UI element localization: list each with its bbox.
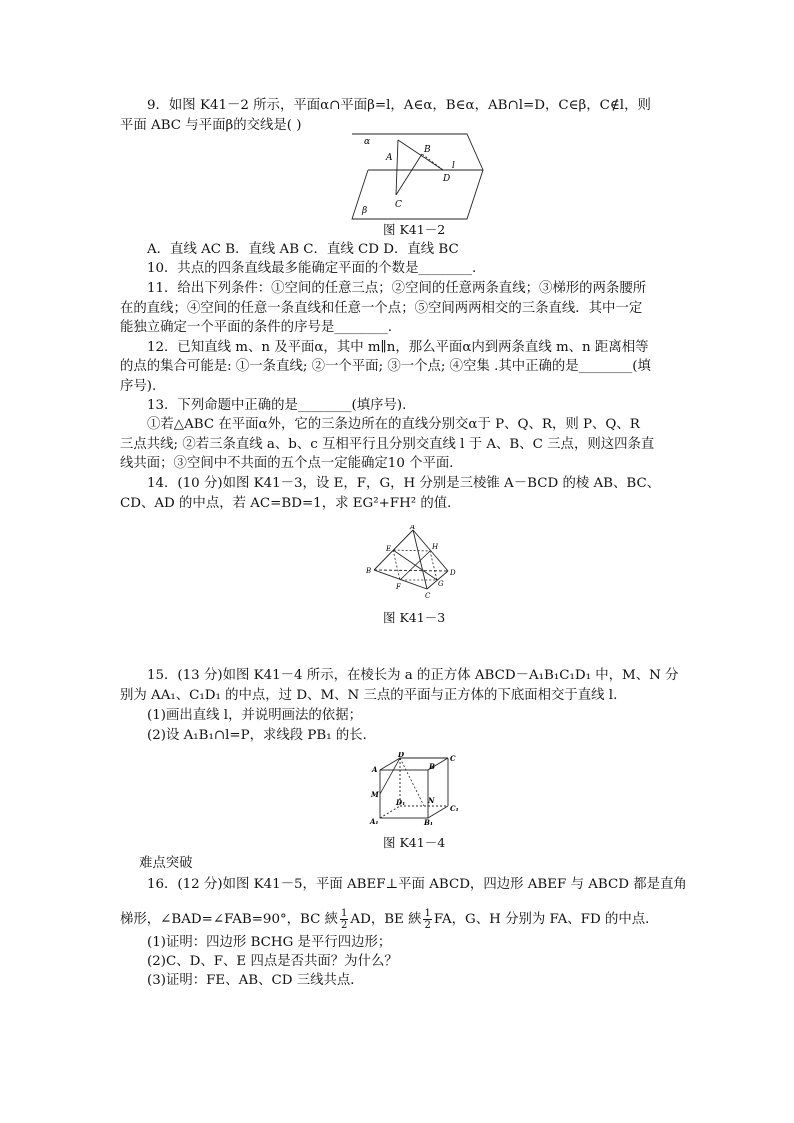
cube-front-face [380,770,428,818]
label-d: D [443,174,451,184]
label-n: N [428,796,435,805]
cube-edge-4 [380,806,400,818]
q15-line1: 15．(13 分)如图 K41－4 所示，在棱长为 a 的正方体 ABCD－A₁B₁C₁D₁ 中，M、N 分 [147,668,679,683]
q15-figure-caption: 图 K41－4 [383,835,446,850]
q16-line2-part2: AD，BE 綊 [350,911,422,927]
edge-bd [374,570,448,571]
label-g: G [438,580,444,588]
q16-line2 [120,908,659,931]
segment-bc [396,154,422,195]
segment-ac [396,140,398,195]
q12-line3: 序号). [120,379,157,394]
fraction-one-half [340,908,348,931]
fraction-numerator-2: 1 [424,908,431,919]
q16-line2-part3: FA，G、H 分别为 FA、FD 的中点． [433,911,659,927]
fraction-one-half-2 [423,908,431,931]
q12-line1: 12．已知直线 m、n 及平面α，其中 m∥n，那么平面α内到两条直线 m、n 距离相等 [147,340,649,355]
label-e: E [386,545,392,553]
label-d1: D₁ [396,798,406,807]
label-d: D [398,752,405,759]
q15-line2: 别为 AA₁、C₁D₁ 的中点，过 D、M、N 三点的平面与正方体的下底面相交于直线 l. [120,688,618,703]
label-alpha: α [364,137,371,147]
fraction-numerator: 1 [341,908,348,919]
label-beta: β [362,206,368,216]
plane-alpha [352,134,483,170]
segment-ab [398,140,443,170]
label-c: C [395,200,402,210]
figure-k41-4 [366,752,462,826]
label-f: F [396,583,401,591]
q13-line4: 线共面；③空间中不共面的五个点一定能确定10 个平面． [120,456,463,471]
label-c1: C₁ [450,804,459,813]
label-h: H [432,543,439,551]
q13-line3: 三点共线; ②若三条直线 a、b、c 互相平行且分别交直线 l 于 A、B、C 三点，则这四条直 [120,437,655,452]
q9-figure-caption: 图 K41－2 [383,222,446,237]
q16-line3: (1)证明：四边形 BCHG 是平行四边形； [147,935,392,950]
segment-fh [400,551,430,580]
q9-line1: 9．如图 K41－2 所示，平面α∩平面β=l，A∈α，B∈α，AB∩l=D，C∈β，C∉l，则 [147,98,651,113]
label-c: C [425,592,431,600]
q13-line1: 13．下列命题中正确的是________(填序号). [147,398,407,413]
q10-line1: 10．共点的四条直线最多能确定平面的个数是________. [147,261,477,276]
q11-line2: 在的直线；④空间的任意一条直线和任意一个点；⑤空间两两相交的三条直线．其中一定 [120,301,643,316]
q16-line1: 16．(12 分)如图 K41－5，平面 ABEF⊥平面 ABCD，四边形 ABEF 与 ABCD 都是直角 [147,877,687,892]
q14-line1: 14．(10 分)如图 K41－3，设 E，F，G，H 分别是三棱锥 A－BCD 的棱 AB、BC、 [147,476,661,491]
q16-line5: (3)证明：FE、AB、CD 三线共点． [147,973,364,988]
label-l: l [452,161,455,171]
q14-line2: CD、AD 的中点，若 AC=BD=1，求 EG²+FH² 的值． [120,496,461,511]
q14-figure-caption: 图 K41－3 [383,610,446,625]
fraction-denominator-2: 2 [424,920,431,931]
label-b1: B₁ [424,818,433,826]
label-a: A [386,153,393,163]
segment-md [380,758,400,794]
label-b: B [429,762,435,771]
cube-edge-3 [428,806,448,818]
q11-line3: 能独立确定一个平面的条件的序号是________. [120,320,393,335]
label-c: C [450,754,456,763]
figure-k41-2 [340,130,485,226]
figure-k41-3 [362,525,462,600]
q13-line2: ①若△ABC 在平面α外，它的三条边所在的直线分别交α于 P、Q、R，则 P、Q、R [147,417,640,432]
label-b: B [424,145,431,155]
label-d: D [450,569,456,577]
label-m: M [371,790,379,799]
label-a1: A₁ [370,817,379,826]
q16-line4: (2)C、D、F、E 四点是否共面？为什么？ [147,954,398,969]
q15-line3: (1)画出直线 l，并说明画法的依据； [147,708,362,723]
label-b: B [366,567,372,575]
label-a: A [410,525,416,531]
hard-section-heading: 难点突破 [139,856,193,871]
q16-line2-part1: 梯形，∠BAD=∠FAB=90°，BC 綊 [120,911,339,927]
q9-options: A．直线 AC B．直线 AB C．直线 CD D．直线 BC [147,242,459,257]
plane-beta [352,170,483,219]
label-a: A [372,765,378,774]
fraction-denominator: 2 [341,920,348,931]
q11-line1: 11．给出下列条件：①空间的任意三点；②空间的任意两条直线；③梯形的两条腰所 [147,281,647,296]
q9-line2: 平面 ABC 与平面β的交线是( ) [120,118,302,133]
q15-line4: (2)设 A₁B₁∩l=P，求线段 PB₁ 的长． [147,728,377,743]
q12-line2: 的点的集合可能是: ①一条直线; ②一个平面; ③一个点; ④空集 .其中正确的是________(填 [120,359,651,374]
